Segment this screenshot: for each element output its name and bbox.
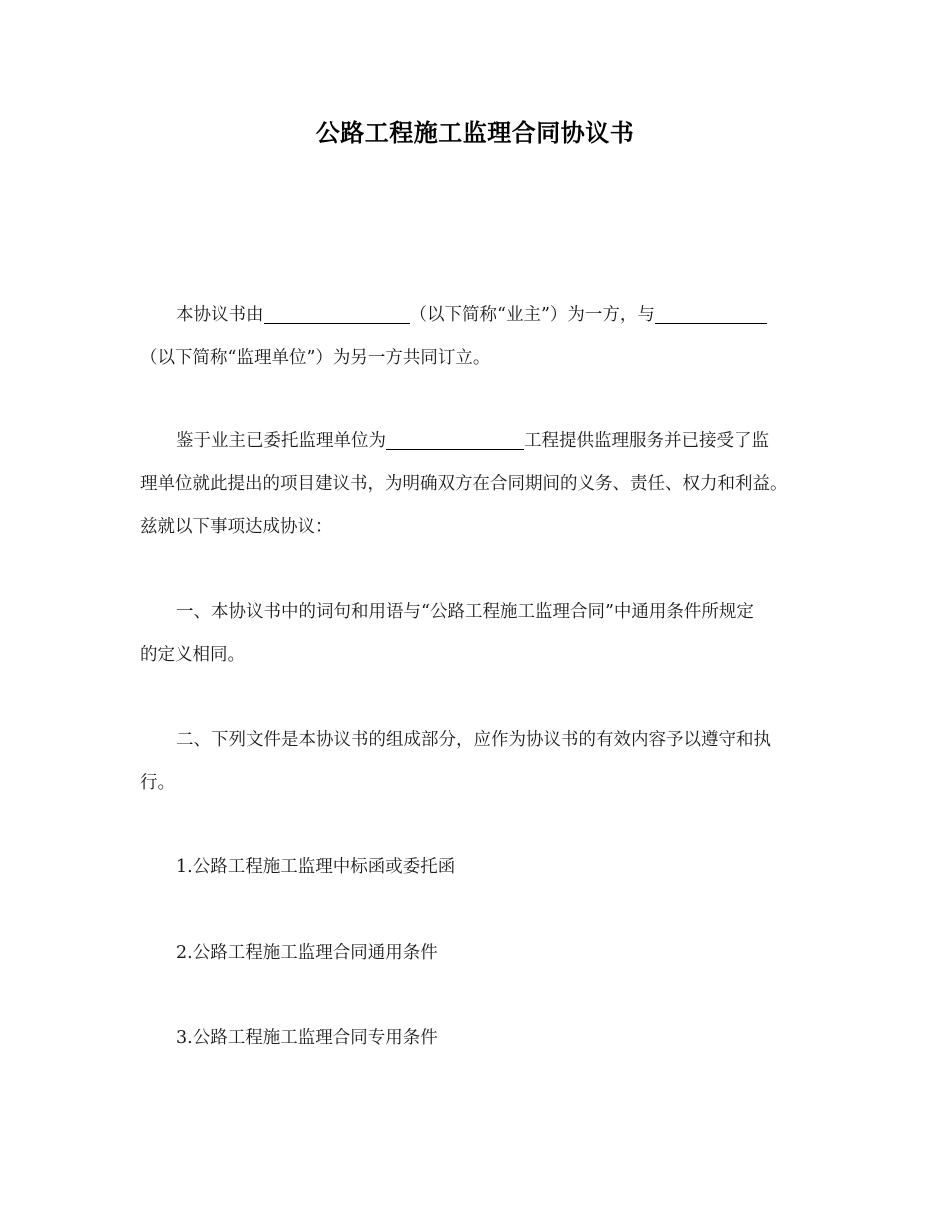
paragraph-line: 的定义相同。 xyxy=(140,645,245,665)
paragraph-line: 二、下列文件是本协议书的组成部分，应作为协议书的有效内容予以遵守和执 xyxy=(176,730,771,750)
paragraph-line: 兹就以下事项达成协议： xyxy=(140,517,333,537)
paragraph-line xyxy=(140,420,840,463)
paragraph-line: 行。 xyxy=(140,773,175,793)
paragraph-line xyxy=(140,294,840,337)
list-item: 1.公路工程施工监理中标函或委托函 xyxy=(176,857,456,877)
text-segment: 鉴于业主已委托监理单位为 xyxy=(176,431,386,451)
paragraph-whereas xyxy=(140,420,840,549)
paragraph-line: 一、本协议书中的词句和用语与“公路工程施工监理合同”中通用条件所规定 xyxy=(176,602,754,622)
paragraph-article-1 xyxy=(140,591,840,677)
document-title: 公路工程施工监理合同协议书 xyxy=(315,119,635,147)
project-blank-field[interactable] xyxy=(386,427,524,450)
text-segment: （以下简称“业主”）为一方，与 xyxy=(409,305,655,325)
paragraph-line: 理单位就此提出的项目建议书，为明确双方在合同期间的义务、责任、权力和利益。 xyxy=(140,474,788,494)
list-item: 2.公路工程施工监理合同通用条件 xyxy=(176,943,438,963)
paragraph-parties xyxy=(140,294,840,380)
owner-blank-field[interactable] xyxy=(264,301,410,324)
paragraph-line: （以下简称“监理单位”）为另一方共同订立。 xyxy=(140,348,491,368)
text-segment: 本协议书由 xyxy=(176,305,264,325)
text-segment: 工程提供监理服务并已接受了监 xyxy=(524,431,769,451)
paragraph-article-2 xyxy=(140,719,840,805)
list-item: 3.公路工程施工监理合同专用条件 xyxy=(176,1028,438,1048)
supervisor-blank-field[interactable] xyxy=(655,301,767,324)
